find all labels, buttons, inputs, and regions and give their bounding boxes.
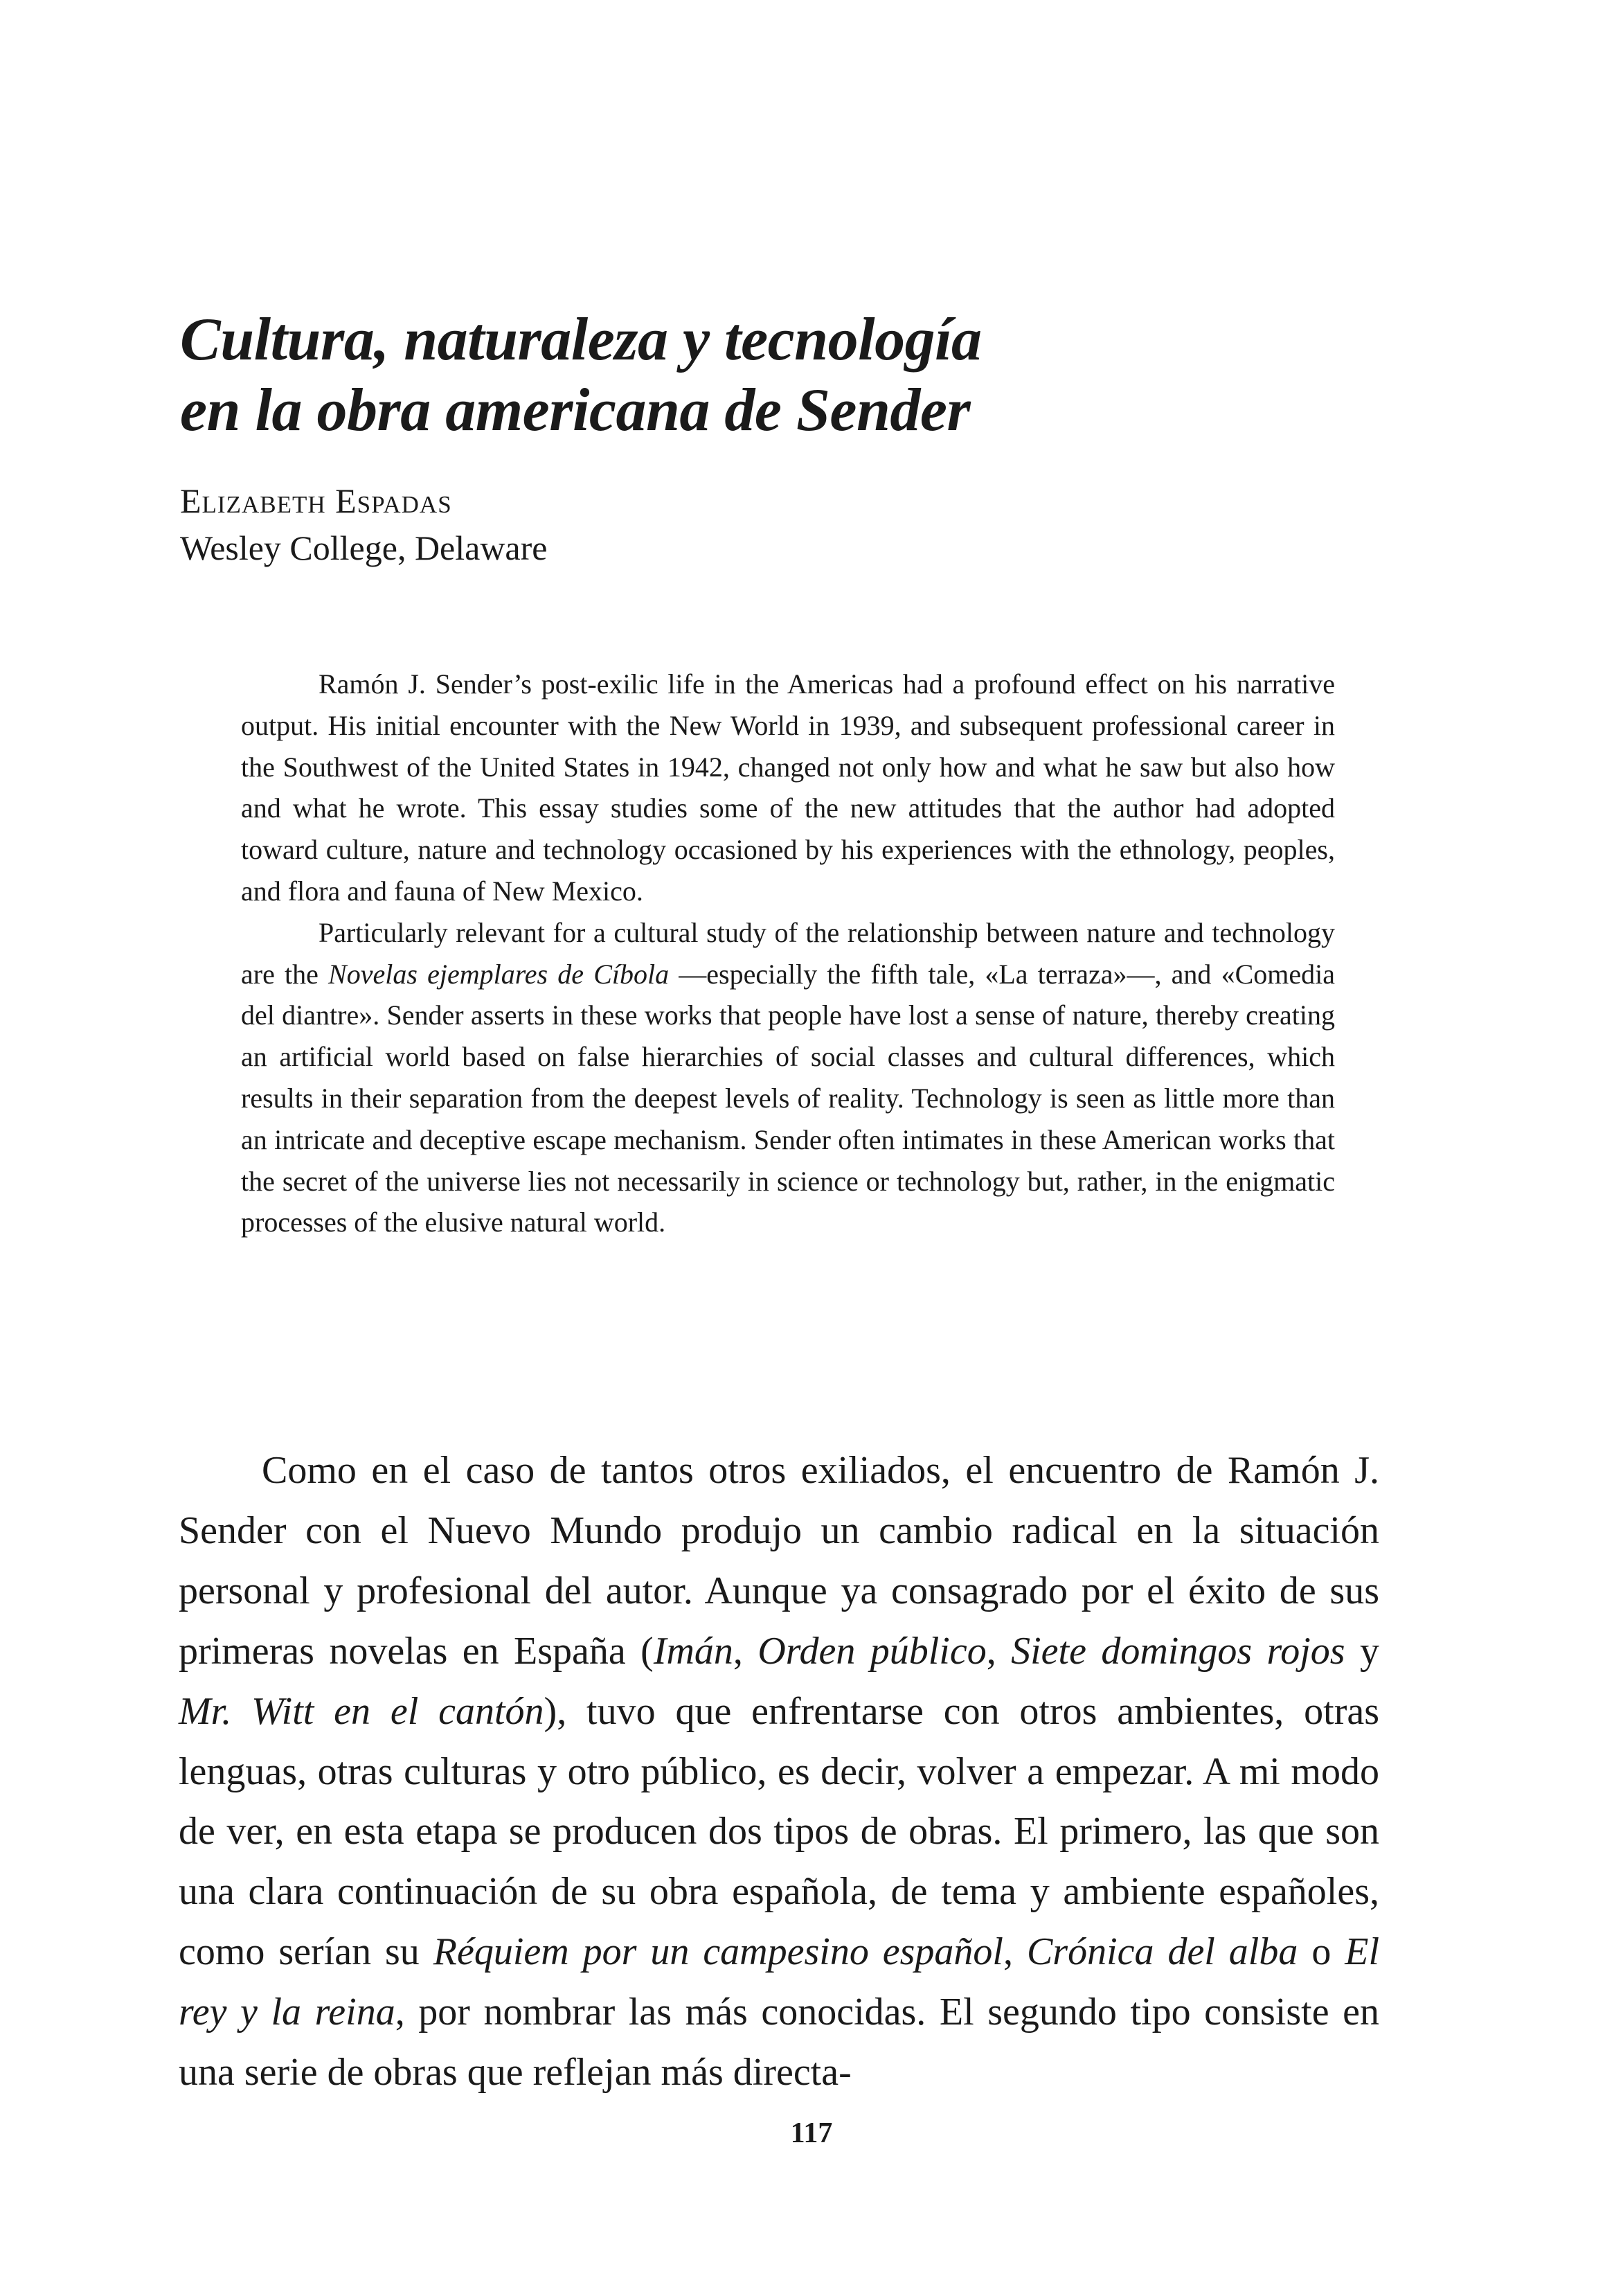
book-title-cronica-del-alba: Crónica del alba [1026,1930,1298,1974]
abstract-paragraph-1: Ramón J. Sender’s post-exilic life in the Americas had a profound effect on his narrative output. His initial encounter with the New World in 1939, and subsequent professional career in the Southwest of the United States in 1942, changed not only how and what he saw but also how and what he wrote. This essay studies some of the new attitudes that the author had adopted toward culture, nature and technology occasioned by his experiences with the ethnology, peoples, and flora and fauna of New Mexico. [241,668,1335,907]
author-name: Elizabeth Espadas [180,481,452,520]
abstract [241,664,1335,1243]
abstract-paragraph-2 [241,912,1335,1243]
book-title-el-rey-y-la-reina: El rey y la reina [179,1930,1380,2034]
body-text-run: , [986,1629,1012,1673]
author-affiliation: Wesley College, Delaware [180,528,548,567]
book-title-iman: Imán [653,1629,733,1673]
page-number: 117 [790,2117,833,2149]
book-title-siete-domingos-rojos: Siete domingos rojos [1011,1629,1345,1673]
article-title [180,305,1496,446]
body-text-run: , [733,1629,758,1673]
body-text-run: , por nombrar las más conocidas. El segundo tipo consiste en una serie de obras que reflejan más directa- [179,1991,1380,2094]
body-text-run: ), tuvo que enfrentarse con otros ambientes, otras lenguas, otras culturas y otro público, es decir, volver a empezar. A mi modo de ver, en esta etapa se producen dos tipos de obras. El primero, las que son una clara continuación de su obra española, de tema y ambiente españoles, como serían su [179,1689,1380,1974]
body-text-run: y [1345,1629,1380,1673]
title-line-1: Cultura, naturaleza y tecnología [180,306,982,373]
body-text-run: Como en el caso de tantos otros exiliados, el encuentro de Ramón J. Sender con el Nuevo Mundo produjo un cambio radical en la situación personal y profesional del autor. Aunque ya consagrado por el éxito de sus primeras novelas en España ( [179,1449,1379,1673]
book-title-mr-witt: Mr. Witt en el cantón [179,1689,544,1733]
title-line-2: en la obra americana de Sender [180,377,971,444]
book-title-requiem: Réquiem por un campesino español [433,1930,1003,1974]
abstract-text: —especially the fifth tale, «La terraza»—, and «Comedia del diantre». Sender asserts in these works that people have lost a sense of nature, thereby creating an artificial world based on false hierarchies of social classes and cultural differences, which results in their separation from the deepest levels of reality. Technology is seen as little more than an intricate and deceptive escape mechanism. Sender often intimates in these American works that the secret of the universe lies not necessarily in science or technology but, rather, in the enigmatic processes of the elusive natural world. [241,958,1336,1238]
body-text [179,1441,1379,2103]
body-text-run: o [1298,1930,1345,1974]
body-text-run: , [1003,1930,1027,1974]
body-paragraph [179,1441,1379,2103]
book-title-orden-publico: Orden público [757,1629,987,1673]
abstract-text: Particularly relevant for a cultural study of the relationship between nature and technology are the [241,916,1335,990]
abstract-book-title: Novelas ejemplares de Cíbola [328,958,670,990]
